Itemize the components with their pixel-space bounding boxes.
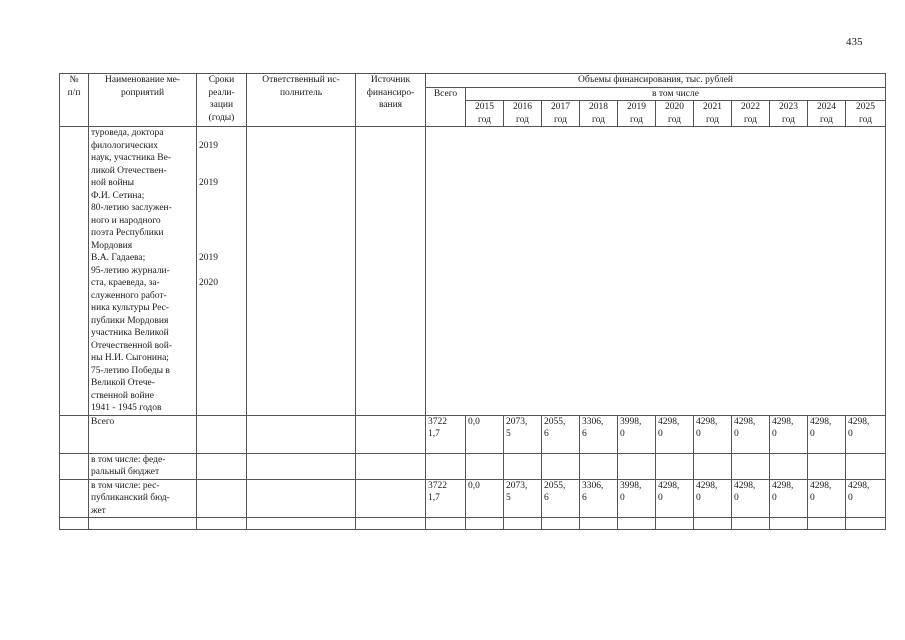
- row-value-2018: 3306, 6: [580, 479, 618, 518]
- term-line: [199, 127, 244, 140]
- row-value-2023: [770, 453, 808, 479]
- row-value-2016: [504, 453, 542, 479]
- row-label: в том числе: рес- публиканский бюд- жет: [89, 479, 197, 518]
- empty-cell: [694, 518, 732, 530]
- event-source: [356, 127, 426, 416]
- description-line: Отечественной вой-: [91, 340, 173, 351]
- description-line: ного и народного: [91, 215, 161, 226]
- row-label: Всего: [89, 415, 197, 453]
- row-value-2019: 3998, 0: [618, 479, 656, 518]
- header-year-2019: 2019 год: [618, 101, 656, 127]
- description-line: туроведа, доктора: [91, 128, 164, 138]
- header-year-2018: 2018 год: [580, 101, 618, 127]
- description-line: служенного работ-: [91, 290, 167, 301]
- row-number-cell: [60, 415, 89, 453]
- header-year-2017: 2017 год: [542, 101, 580, 127]
- header-terms: Сроки реали- зации (годы): [197, 74, 247, 127]
- description-line: ны Н.И. Сыгонина;: [91, 353, 169, 363]
- header-number: № п/п: [60, 74, 89, 127]
- empty-cell: [247, 453, 356, 479]
- row-label: в том числе: феде- ральный бюджет: [89, 453, 197, 479]
- row-value-2015: 0,0: [466, 415, 504, 453]
- header-year-2016: 2016 год: [504, 101, 542, 127]
- description-line: 1941 - 1945 годов: [91, 403, 162, 413]
- empty-cell: [504, 518, 542, 530]
- description-line: публики Мордовия: [91, 315, 169, 326]
- empty-cell: [580, 518, 618, 530]
- description-line: 75-летию Победы в: [91, 365, 170, 376]
- description-line: ста, краеведа, за-: [91, 278, 160, 288]
- empty-cell: [247, 518, 356, 530]
- term-line: 2019: [199, 178, 218, 188]
- funding-row: [60, 479, 886, 518]
- row-value-2023: 4298, 0: [770, 479, 808, 518]
- row-value-2024: [808, 453, 846, 479]
- row-value-2019: [618, 453, 656, 479]
- description-line: Мордовия: [91, 240, 133, 251]
- page-number: 435: [846, 36, 863, 48]
- row-value-2017: 2055, 6: [542, 415, 580, 453]
- term-line: [199, 240, 244, 253]
- row-value-2016: 2073, 5: [504, 479, 542, 518]
- row-value-2017: 2055, 6: [542, 479, 580, 518]
- description-line: Ф.И. Сетина;: [91, 190, 145, 201]
- row-value-2025: 4298, 0: [846, 415, 886, 453]
- funding-row: [60, 453, 886, 479]
- empty-cell: [197, 518, 247, 530]
- header-total: Всего: [426, 87, 466, 127]
- row-value-2021: [694, 453, 732, 479]
- description-line: ственной войне: [91, 390, 154, 401]
- empty-cell: [197, 415, 247, 453]
- row-value-2020: 4298, 0: [656, 415, 694, 453]
- row-value-2025: 4298, 0: [846, 479, 886, 518]
- description-line: ной войны: [91, 178, 135, 188]
- term-line: [199, 165, 244, 178]
- row-value-2015: [466, 453, 504, 479]
- row-value-2017: [542, 453, 580, 479]
- empty-cell: [197, 479, 247, 518]
- term-line: 2019: [199, 140, 218, 151]
- header-year-2015: 2015 год: [466, 101, 504, 127]
- row-value-2022: [732, 453, 770, 479]
- header-year-2020: 2020 год: [656, 101, 694, 127]
- empty-cell: [770, 518, 808, 530]
- term-line: [199, 227, 244, 240]
- empty-cell: [356, 518, 426, 530]
- row-value-2015: 0,0: [466, 479, 504, 518]
- header-responsible: Ответственный ис- полнитель: [247, 74, 356, 127]
- funding-row: [60, 415, 886, 453]
- event-terms: [197, 127, 247, 416]
- header-year-2024: 2024 год: [808, 101, 846, 127]
- term-line: [199, 190, 244, 203]
- term-line: [199, 265, 244, 278]
- header-name: Наименование ме- роприятий: [89, 74, 197, 127]
- description-line: ликой Отечествен-: [91, 165, 167, 176]
- empty-row: [60, 518, 886, 530]
- header-source: Источник финансиро- вания: [356, 74, 426, 127]
- empty-cell: [808, 518, 846, 530]
- empty-cell: [426, 518, 466, 530]
- row-value-2023: 4298, 0: [770, 415, 808, 453]
- empty-cell: [542, 518, 580, 530]
- row-value-2020: [656, 453, 694, 479]
- row-value-2016: 2073, 5: [504, 415, 542, 453]
- term-line: [199, 202, 244, 215]
- header-including: в том числе: [466, 87, 886, 101]
- row-value-2018: [580, 453, 618, 479]
- description-line: В.А. Гадаева;: [91, 253, 146, 263]
- description-line: наук, участника Ве-: [91, 153, 171, 163]
- event-number-cell: [60, 127, 89, 416]
- description-line: поэта Республики: [91, 228, 164, 238]
- row-value-2024: 4298, 0: [808, 479, 846, 518]
- header-volume: Объемы финансирования, тыс. рублей: [426, 74, 886, 88]
- term-line: [199, 215, 244, 228]
- description-line: участника Великой: [91, 328, 169, 338]
- empty-cell: [656, 518, 694, 530]
- row-value-2021: 4298, 0: [694, 479, 732, 518]
- term-line: 2019: [199, 253, 218, 263]
- empty-cell: [89, 518, 197, 530]
- empty-cell: [197, 453, 247, 479]
- header-year-2023: 2023 год: [770, 101, 808, 127]
- term-line: [199, 152, 244, 165]
- description-line: ника культуры Рес-: [91, 303, 170, 313]
- row-total: [426, 453, 466, 479]
- row-total: 3722 1,7: [426, 479, 466, 518]
- empty-cell: [247, 479, 356, 518]
- empty-cell: [846, 518, 886, 530]
- row-value-2018: 3306, 6: [580, 415, 618, 453]
- event-description: [89, 127, 197, 416]
- row-value-2024: 4298, 0: [808, 415, 846, 453]
- description-line: Великой Отече-: [91, 378, 155, 388]
- empty-cell: [60, 518, 89, 530]
- row-value-2022: 4298, 0: [732, 479, 770, 518]
- row-value-2025: [846, 453, 886, 479]
- term-line: 2020: [199, 278, 218, 288]
- event-values-area: [426, 127, 886, 416]
- row-number-cell: [60, 479, 89, 518]
- empty-cell: [356, 453, 426, 479]
- description-line: 80-летию заслужен-: [91, 203, 172, 213]
- empty-cell: [247, 415, 356, 453]
- header-year-2025: 2025 год: [846, 101, 886, 127]
- empty-cell: [732, 518, 770, 530]
- row-total: 3722 1,7: [426, 415, 466, 453]
- row-value-2020: 4298, 0: [656, 479, 694, 518]
- row-number-cell: [60, 453, 89, 479]
- financing-table: [59, 73, 886, 530]
- header-year-2022: 2022 год: [732, 101, 770, 127]
- row-value-2022: 4298, 0: [732, 415, 770, 453]
- description-line: 95-летию журнали-: [91, 265, 170, 276]
- event-responsible: [247, 127, 356, 416]
- row-value-2019: 3998, 0: [618, 415, 656, 453]
- empty-cell: [356, 479, 426, 518]
- header-year-2021: 2021 год: [694, 101, 732, 127]
- row-value-2021: 4298, 0: [694, 415, 732, 453]
- empty-cell: [356, 415, 426, 453]
- empty-cell: [618, 518, 656, 530]
- description-line: филологических: [91, 140, 158, 151]
- empty-cell: [466, 518, 504, 530]
